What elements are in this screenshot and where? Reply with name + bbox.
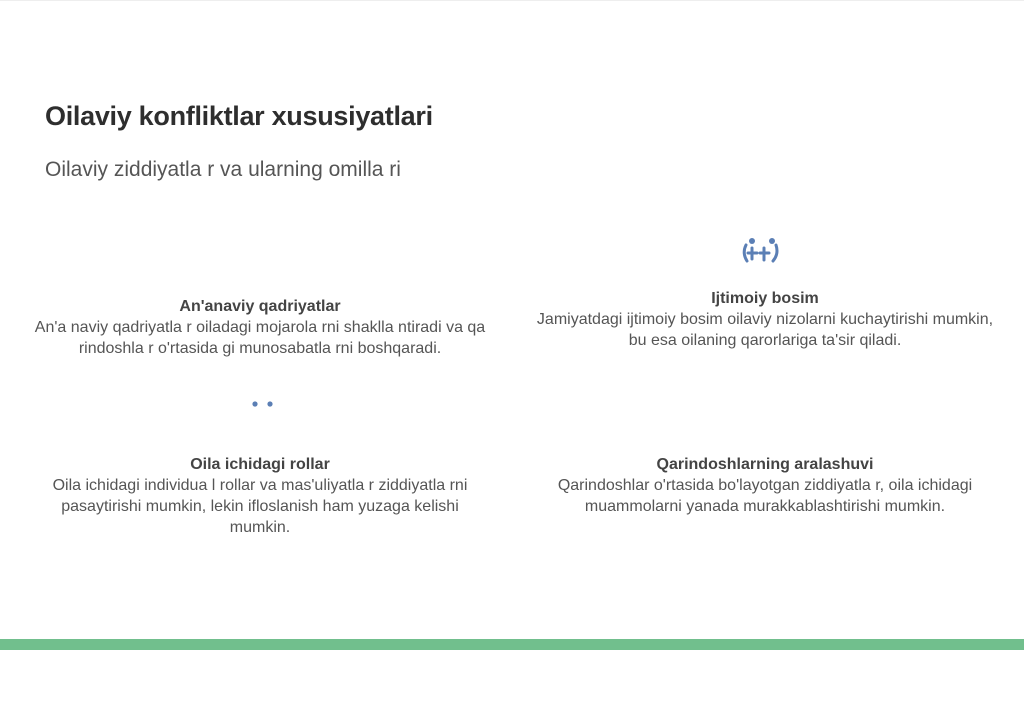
card-heading: Oila ichidagi rollar [190,456,330,473]
card-heading: An'anaviy qadriyatlar [179,298,341,315]
card-body: Qarindoshlar o'rtasida bo'layotgan ziddiyatla r, oila ichidagi muammolarni yanada murakkablashtirishi mumkin. [557,477,973,515]
card-relatives-interference [535,454,995,517]
card-family-roles [30,454,490,538]
people-group-icon [738,236,784,266]
dots-icon [245,396,279,412]
card-body: An'a naviy qadriyatla r oiladagi mojarola rni shaklla ntiradi va qa rindoshla r o'rtasida gi munosabatla rni boshqaradi. [34,319,486,357]
card-social-pressure [535,288,995,351]
card-heading: Ijtimoiy bosim [711,290,819,307]
card-body: Jamiyatdagi ijtimoiy bosim oilaviy nizolarni kuchaytirishi mumkin, bu esa oilaning qarorlariga ta'sir qiladi. [536,311,994,349]
slide-title: Oilaviy konfliktlar xususiyatlari [45,101,433,131]
card-heading: Qarindoshlarning aralashuvi [656,456,874,473]
card-body: Oila ichidagi individua l rollar va mas'uliyatla r ziddiyatla rni pasaytirishi mumkin, lekin ifloslanish ham yuzaga kelishi mumkin. [52,477,468,536]
bottom-accent-bar [0,639,1024,650]
card-traditional-values [30,296,490,359]
top-divider [0,0,1024,1]
slide-subtitle: Oilaviy ziddiyatla r va ularning omilla ri [45,158,401,181]
